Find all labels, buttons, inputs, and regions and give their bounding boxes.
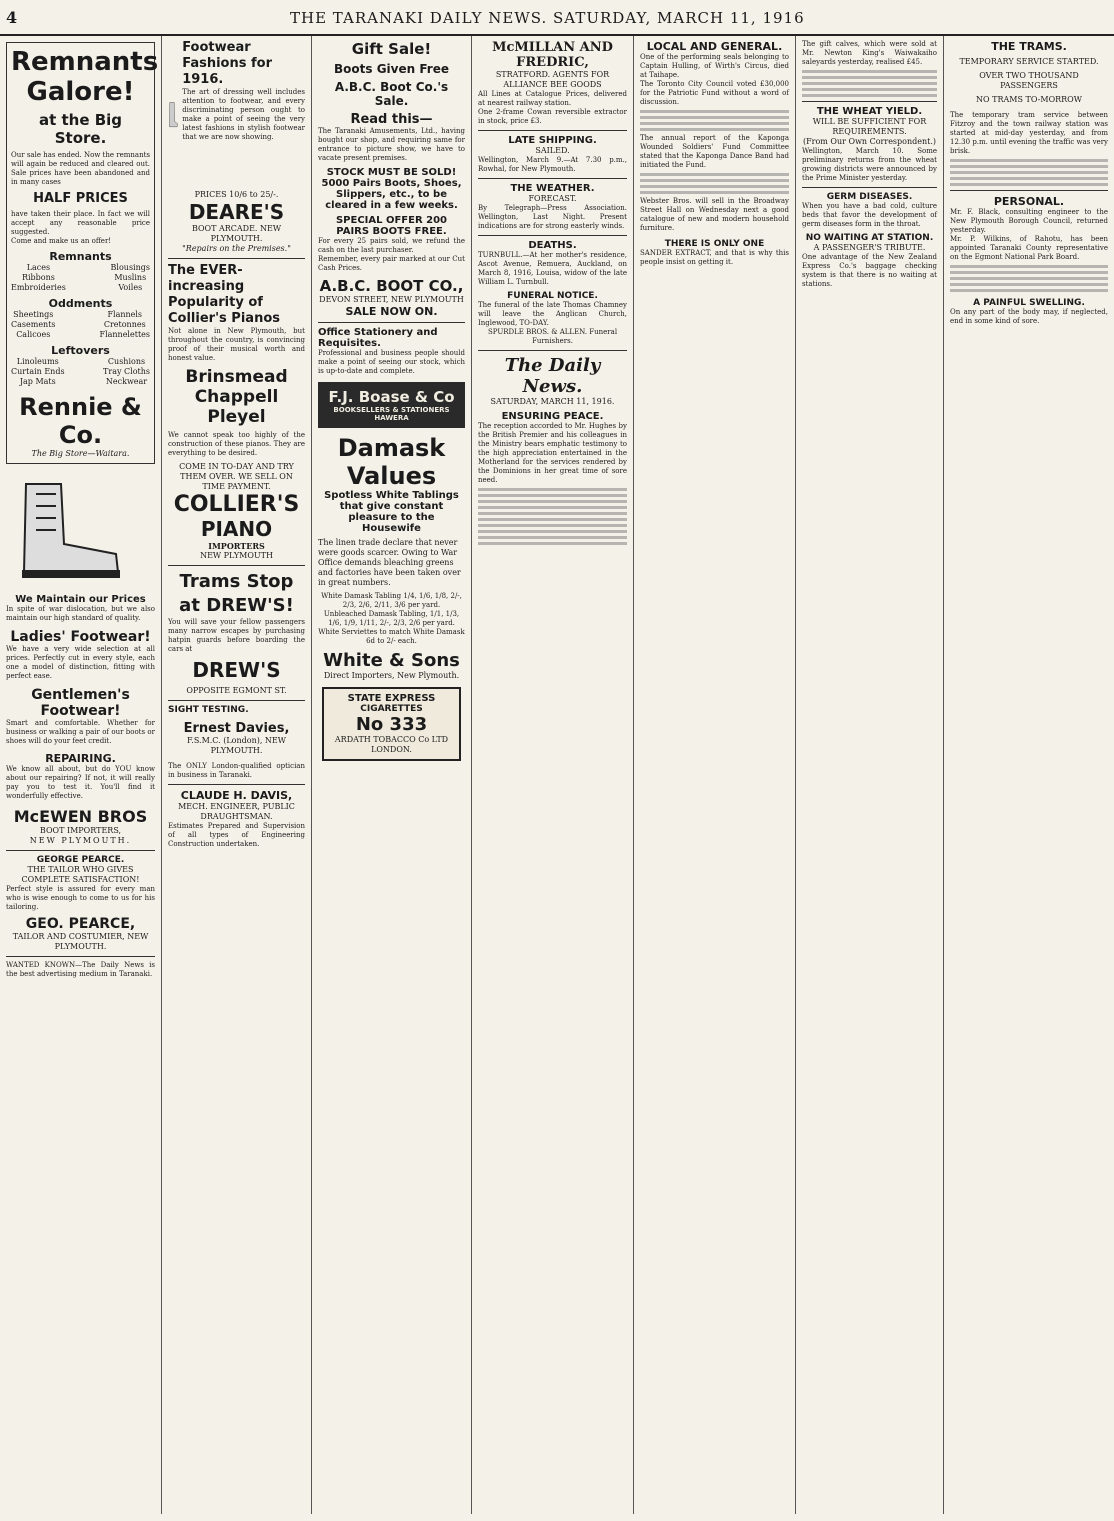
- waiting-head: NO WAITING AT STATION.: [805, 233, 934, 243]
- mcmillan-sub: STRATFORD. AGENTS FOR ALLIANCE BEE GOODS: [495, 70, 610, 89]
- abc-name: A.B.C. BOOT CO.,: [319, 277, 464, 295]
- cig-brand: STATE EXPRESS: [347, 693, 436, 704]
- weather-head: THE WEATHER.: [510, 183, 595, 194]
- column-5: [634, 36, 796, 1514]
- maintain-head: We Maintain our Prices: [15, 594, 146, 605]
- ladies-head: Ladies' Footwear!: [10, 629, 151, 645]
- personal-head: PERSONAL.: [993, 195, 1065, 208]
- ensuring-text: The reception accorded to Mr. Hughes by the British Premier and his colleagues in the Ministry bears emphatic testimony to the high appreciation entertained in the Motherland for the services rendered by the Dominions in her great time of sore need.: [478, 422, 627, 484]
- local-head: LOCAL AND GENERAL.: [646, 40, 783, 53]
- trams-sub: TEMPORARY SERVICE STARTED.: [959, 57, 1099, 66]
- newspaper-title: THE TARANAKI DAILY NEWS. SATURDAY, MARCH 11, 1916: [290, 9, 805, 27]
- remember-text: Remember, every pair marked at our Cut Cash Prices.: [318, 255, 465, 272]
- sale-now-on: SALE NOW ON.: [345, 305, 438, 318]
- ladies-boot-icon: [168, 40, 178, 190]
- serviettes: White Serviettes to match White Damask 6d to 2/- each.: [318, 628, 465, 645]
- local-text-2: The Toronto City Council voted £30,000 for the Patriotic Fund without a word of discussion.: [640, 80, 789, 106]
- deares-name: DEARE'S: [188, 200, 285, 224]
- sight-testing: SIGHT TESTING.: [168, 705, 249, 715]
- trams-head: THE TRAMS.: [991, 40, 1067, 53]
- pearce-head: GEORGE PEARCE.: [36, 855, 125, 865]
- germ-head: GERM DISEASES.: [826, 192, 913, 202]
- funeral-head: FUNERAL NOTICE.: [507, 291, 598, 301]
- boot-illustration-icon: [6, 474, 126, 584]
- sailed-text: Wellington, March 9.—At 7.30 p.m., Rowhal, for New Plymouth.: [478, 156, 627, 173]
- special-offer: SPECIAL OFFER 200 PAIRS BOOTS FREE.: [335, 215, 448, 237]
- pearce-text: Perfect style is assured for every man who is wise enough to come to us for his tailoring.: [6, 885, 155, 911]
- swelling-head: A PAINFUL SWELLING.: [973, 298, 1085, 308]
- mcewen-sub: BOOT IMPORTERS,: [39, 826, 122, 835]
- repairing-text: We know all about, but do YOU know about our repairing? If not, it will really pay you to test it. You'll find it wonderfully effective.: [6, 765, 155, 800]
- wanted-known: WANTED KNOWN—The Daily News is the best advertising medium in Taranaki.: [6, 961, 155, 978]
- remnants-headline: Remnants Galore!: [11, 47, 159, 107]
- wheat-head: THE WHEAT YIELD.: [816, 106, 923, 117]
- unbleached: Unbleached Damask Tabling, 1/1, 1/3, 1/6, 1/9, 1/11, 2/-, 2/3, 2/6 per yard.: [323, 610, 460, 627]
- gentlemen-head: Gentlemen's Footwear!: [31, 687, 130, 719]
- maintain-text: In spite of war dislocation, but we also maintain our high standard of quality.: [6, 605, 155, 622]
- rennie-sub: The Big Store—Waitara.: [31, 449, 130, 458]
- colliers-name: COLLIER'S: [173, 492, 300, 517]
- boase-logo: [318, 382, 465, 428]
- special-text: For every 25 pairs sold, we refund the cash on the last purchaser.: [318, 237, 465, 254]
- leftovers-label: Leftovers: [51, 344, 110, 357]
- germ-text: When you have a bad cold, culture beds that favor the development of germ diseases form in the throat.: [802, 202, 937, 228]
- damask-sub: Spotless White Tablings that give constant pleasure to the Housewife: [324, 490, 459, 534]
- calves-text: The gift calves, which were sold at Mr. Newton King's Waiwakaiho saleyards yesterday, realised £45.: [802, 40, 937, 66]
- read-text: The Taranaki Amusements, Ltd., having bought our shop, and requiring same for entrance to picture show, we have to vacate present premises.: [318, 127, 465, 162]
- trams-sub2: OVER TWO THOUSAND PASSENGERS: [979, 71, 1079, 90]
- remnants-intro: Our sale has ended. Now the remnants will again be reduced and cleared out. Sale prices have been abandoned and in many cases: [11, 151, 150, 186]
- personal-text-2: Mr. P. Wilkins, of Rahotu, has been appointed Taranaki County representative on the Egmont National Park Board.: [950, 235, 1108, 261]
- claude-text: Estimates Prepared and Supervision of all types of Engineering Construction undertaken.: [168, 822, 305, 848]
- boots-free: Boots Given Free: [334, 62, 449, 76]
- local-text-4: Webster Bros. will sell in the Broadway Street Hall on Wednesday next a good catalogue of new and modern household furniture.: [640, 197, 789, 232]
- white-damask: White Damask Tabling 1/4, 1/6, 1/8, 2/-, 2/3, 2/6, 2/11, 3/6 per yard.: [321, 592, 462, 609]
- mcmillan-text: All Lines at Catalogue Prices, delivered at nearest railway station.: [478, 90, 627, 107]
- ladies-text: We have a very wide selection at all prices. Perfectly cut in every style, each one a model of distinction, fitting with perfect ease.: [6, 645, 155, 680]
- column-2: [162, 36, 312, 1514]
- office-head: Office Stationery and Requisites.: [318, 327, 438, 349]
- page-number: 4: [6, 8, 18, 27]
- pearce-sub: THE TAILOR WHO GIVES COMPLETE SATISFACTION!: [21, 865, 140, 884]
- personal-text-1: Mr. F. Black, consulting engineer to the New Plymouth Borough Council, returned yesterday.: [950, 208, 1108, 234]
- forecast-text: By Telegraph—Press Association. Wellington, Last Night. Present indications are for strong easterly winds.: [478, 204, 627, 230]
- footwear-ad: [168, 40, 305, 190]
- masthead: [0, 0, 1114, 36]
- waiting-sub: A PASSENGER'S TRIBUTE.: [813, 243, 926, 252]
- deares-note: "Repairs on the Premises.": [182, 244, 291, 253]
- sanders-text: SANDER EXTRACT, and that is why this people insist on getting it.: [640, 249, 789, 266]
- cig-number: No 333: [355, 714, 428, 735]
- trams-text: The temporary tram service between Fitzroy and the town railway station was started at mid-day yesterday, and from 12.30 p.m. until evening the traffic was very brisk.: [950, 111, 1108, 155]
- deares-sub: BOOT ARCADE. NEW PLYMOUTH.: [191, 224, 282, 243]
- colliers-city: NEW PLYMOUTH: [200, 551, 273, 560]
- local-text-3: The annual report of the Kaponga Wounded Soldiers' Fund Committee stated that the Kaponga Dance Band had initiated the Fund.: [640, 134, 789, 169]
- half-prices: HALF PRICES: [33, 191, 128, 206]
- deaths-text: TURNBULL.—At her mother's residence, Ascot Avenue, Remuera, Auckland, on March 8, 1916, Louisa, widow of the late William L. Turnbull.: [478, 251, 627, 286]
- funeral-sign: SPURDLE BROS. & ALLEN. Funeral Furnishers.: [487, 328, 618, 345]
- mcmillan-extractor: One 2-frame Cowan reversible extractor in stock, price £3.: [478, 108, 627, 125]
- collier-text: Not alone in New Plymouth, but throughout the country, is convincing proof of their musical worth and honest value.: [168, 327, 305, 362]
- davies-sub: F.S.M.C. (London), NEW PLYMOUTH.: [186, 736, 286, 755]
- cigarette-pack: [322, 687, 461, 761]
- london-optician: The ONLY London-qualified optician in business in Taranaki.: [168, 762, 305, 779]
- funeral-text: The funeral of the late Thomas Chamney will leave the Anglican Church, Inglewood, TO-DAY.: [478, 301, 627, 327]
- remnants-label: Remnants: [49, 250, 112, 263]
- come-in: COME IN TO-DAY AND TRY THEM OVER. WE SELL ON TIME PAYMENT.: [179, 462, 294, 491]
- drews-sub: OPPOSITE EGMONT ST.: [186, 686, 287, 695]
- trams-text: You will save your fellow passengers many narrow escapes by purchasing hatpin guards before boarding the cars at: [168, 618, 305, 653]
- only-one: THERE IS ONLY ONE: [664, 239, 765, 249]
- drews-name: DREW'S: [192, 658, 281, 682]
- oddments-label: Oddments: [48, 297, 113, 310]
- white-sons: White & Sons: [323, 650, 460, 671]
- mcewen-name: McEWEN BROS: [13, 807, 148, 826]
- ensuring-head: ENSURING PEACE.: [501, 411, 604, 422]
- brinsmead: Brinsmead Chappell Pleyel: [185, 367, 288, 427]
- collier-head: The EVER-increasing Popularity of Collier's Pianos: [168, 263, 280, 326]
- white-sons-sub: Direct Importers, New Plymouth.: [323, 671, 460, 680]
- pearce-name: GEO. PEARCE,: [25, 916, 136, 932]
- cig-maker: ARDATH TOBACCO Co LTD LONDON.: [334, 735, 449, 754]
- oddments-list: Sheetings Casements Calicoes Flannels Cretonnes Flannelettes: [11, 310, 150, 339]
- remnants-ad: [6, 42, 159, 464]
- paper-date: SATURDAY, MARCH 11, 1916.: [490, 397, 615, 406]
- boase-sub: BOOKSELLERS & STATIONERS HAWERA: [333, 406, 450, 422]
- footwear-text: The art of dressing well includes attention to footwear, and every discriminating person ought to make a point of seeing the very latest fashions in stylish footwear that we are now showing.: [182, 88, 305, 141]
- boase-name: F.J. Boase & Co: [328, 388, 455, 406]
- gift-sale: Gift Sale!: [351, 40, 432, 58]
- column-6: [796, 36, 944, 1514]
- swelling-text: On any part of the body may, if neglected, end in some kind of sore.: [950, 308, 1108, 325]
- gentlemen-text: Smart and comfortable. Whether for business or walking a pair of our boots or shoes will do your feet credit.: [6, 719, 155, 745]
- leftovers-list: Linoleums Curtain Ends Jap Mats Cushions Tray Cloths Neckwear: [11, 357, 150, 386]
- cig-name: CIGARETTES: [360, 704, 423, 714]
- half-prices-text: have taken their place. In fact we will accept any reasonable price suggested.: [11, 210, 150, 236]
- abc-sub: DEVON STREET, NEW PLYMOUTH: [319, 295, 464, 304]
- office-text: Professional and business people should make a point of seeing our stock, which is up-to-date and complete.: [318, 349, 465, 375]
- repairing-head: REPAIRING.: [45, 752, 116, 765]
- abc-sale: A.B.C. Boot Co.'s Sale.: [334, 80, 449, 108]
- damask-head: Damask Values: [337, 434, 446, 490]
- pearce-role: TAILOR AND COSTUMIER, NEW PLYMOUTH.: [12, 932, 149, 951]
- forecast-label: FORECAST.: [528, 194, 577, 203]
- sailed-label: SAILED.: [535, 146, 570, 155]
- stock-notice: STOCK MUST BE SOLD! 5000 Pairs Boots, Shoes, Slippers, etc., to be cleared in a few weeks.: [321, 167, 462, 211]
- rennie-logo: Rennie & Co.: [19, 393, 142, 449]
- no-trams: NO TRAMS TO-MORROW: [976, 95, 1082, 104]
- own-correspondent: (From Our Own Correspondent.): [802, 137, 937, 146]
- claude-sub: MECH. ENGINEER, PUBLIC DRAUGHTSMAN.: [178, 802, 295, 821]
- piano: PIANO: [200, 517, 273, 541]
- remnants-list: Laces Ribbons Embroideries Blousings Muslins Voiles: [11, 263, 150, 292]
- damask-text: The linen trade declare that never were goods scarcer. Owing to War Office demands bleaching greens and factories have been taken over in great numbers.: [318, 538, 461, 587]
- footwear-head: Footwear Fashions for 1916.: [182, 40, 272, 87]
- read-this: Read this—: [350, 112, 433, 127]
- column-1: [0, 36, 162, 1514]
- davies-name: Ernest Davies,: [183, 721, 290, 736]
- footwear-prices: PRICES 10/6 to 25/-.: [194, 190, 279, 199]
- shipping-head: LATE SHIPPING.: [508, 135, 597, 146]
- local-text-1: One of the performing seals belonging to Captain Hulling, of Wirth's Circus, died at Taihape.: [640, 53, 789, 79]
- column-4: [472, 36, 634, 1514]
- come-make-offer: Come and make us an offer!: [11, 237, 112, 245]
- wheat-sub: WILL BE SUFFICIENT FOR REQUIREMENTS.: [812, 117, 927, 136]
- column-3: [312, 36, 472, 1514]
- big-store: at the Big Store.: [38, 111, 123, 147]
- mcmillan-name: McMILLAN AND FREDRIC,: [492, 40, 613, 70]
- column-7: [944, 36, 1114, 1514]
- trams-head: Trams Stop at DREW'S!: [179, 571, 294, 616]
- mcewen-city: NEW PLYMOUTH.: [29, 836, 132, 845]
- waiting-text: One advantage of the New Zealand Express Co.'s baggage checking system is that there is no waiting at stations.: [802, 253, 937, 288]
- importers: IMPORTERS: [208, 541, 265, 551]
- paper-name: The Daily News.: [504, 355, 601, 397]
- brinsmead-text: We cannot speak too highly of the construction of these pianos. They are everything to be desired.: [168, 431, 305, 457]
- claude-name: CLAUDE H. DAVIS,: [180, 789, 293, 802]
- deaths-head: DEATHS.: [528, 240, 577, 251]
- wheat-text: Wellington, March 10. Some preliminary returns from the wheat growing districts were announced by the Prime Minister yesterday.: [802, 147, 937, 182]
